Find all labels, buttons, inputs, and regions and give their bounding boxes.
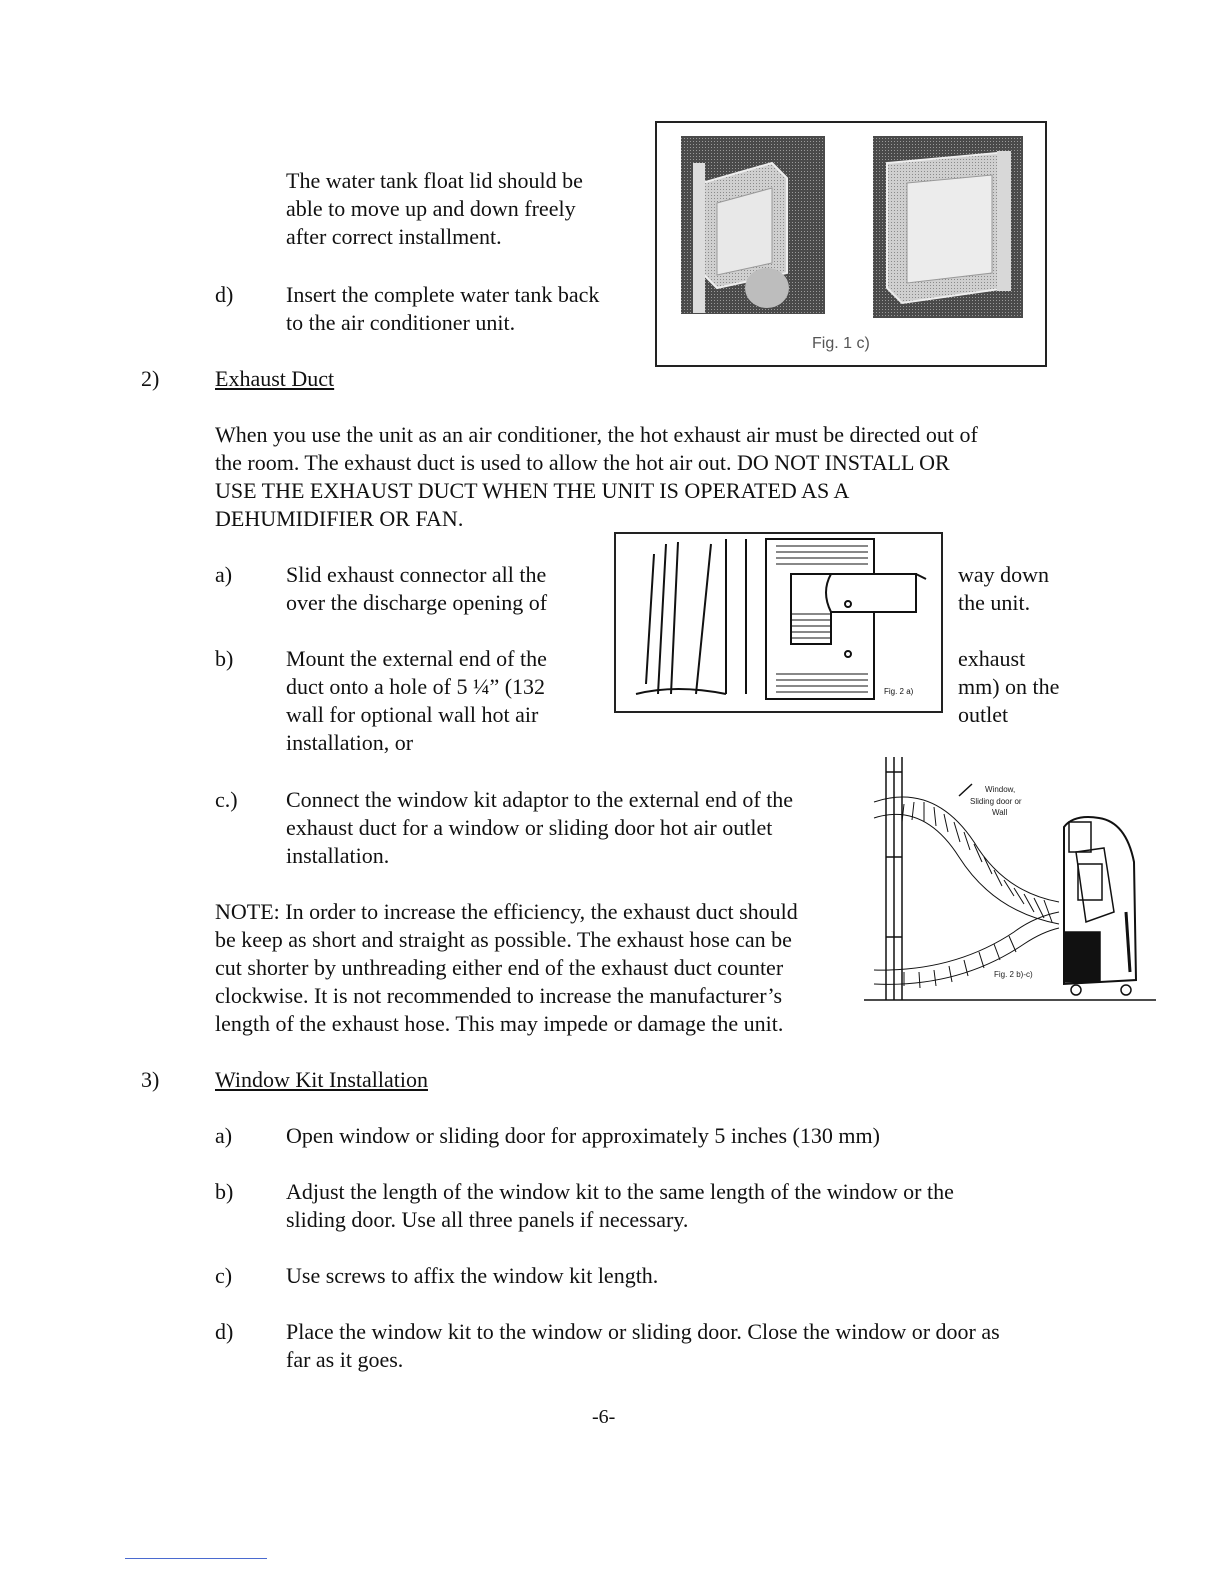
section-2-number: 2) [141, 366, 160, 391]
step-2c-line-2: exhaust duct for a window or sliding door hot air outlet [286, 815, 773, 840]
step-2b-right-3: outlet [958, 702, 1009, 727]
step-2b-left-2: duct onto a hole of 5 ¼” (132 [286, 674, 546, 699]
step-2b-left-1: Mount the external end of the [286, 646, 547, 671]
step-2b-left-4: installation, or [286, 730, 414, 755]
step-3a-line-1: Open window or sliding door for approximately 5 inches (130 mm) [286, 1123, 880, 1148]
step-3c-line-1: Use screws to affix the window kit length. [286, 1263, 659, 1288]
section-2-intro-4: DEHUMIDIFIER OR FAN. [215, 506, 464, 531]
step-2b-right-1: exhaust [958, 646, 1026, 671]
step-1d-line-2: to the air conditioner unit. [286, 310, 516, 335]
step-1d-marker: d) [215, 282, 234, 307]
figure-1c [655, 121, 1047, 367]
step-3b-marker: b) [215, 1179, 234, 1204]
step-3d-line-2: far as it goes. [286, 1347, 404, 1372]
note-line-2: be keep as short and straight as possible. The exhaust hose can be [215, 927, 792, 952]
step-3d-line-1: Place the window kit to the window or sliding door. Close the window or door as [286, 1319, 1000, 1344]
page-number: -6- [592, 1406, 616, 1428]
step-3c-marker: c) [215, 1263, 233, 1288]
section-3-heading: Window Kit Installation [215, 1067, 428, 1092]
fig-2bc-caption: Fig. 2 b)-c) [994, 970, 1033, 979]
fig-2bc-label-3: Wall [992, 808, 1008, 817]
step-3a-marker: a) [215, 1123, 233, 1148]
step-2b-left-3: wall for optional wall hot air [286, 702, 539, 727]
exhaust-connector-drawing [616, 534, 941, 711]
step-2a-left-1: Slid exhaust connector all the [286, 562, 547, 587]
fig-1c-caption: Fig. 1 c) [812, 335, 870, 352]
section-2-heading: Exhaust Duct [215, 366, 335, 391]
fig-2bc-label-2: Sliding door or [970, 797, 1022, 806]
figure-2a [614, 532, 943, 713]
float-note-line-3: after correct installment. [286, 224, 502, 249]
float-note-line-1: The water tank float lid should be [286, 168, 583, 193]
step-2c-line-3: installation. [286, 843, 390, 868]
water-tank-photos [657, 123, 1045, 365]
section-2-intro-2: the room. The exhaust duct is used to allow the hot air out. DO NOT INSTALL OR [215, 450, 950, 475]
step-1d-line-1: Insert the complete water tank back [286, 282, 600, 307]
section-2-intro-1: When you use the unit as an air conditioner, the hot exhaust air must be directed out of [215, 422, 978, 447]
window-duct-installation-drawing [864, 752, 1156, 1004]
float-note-line-2: able to move up and down freely [286, 196, 576, 221]
section-3-number: 3) [141, 1067, 160, 1092]
step-2c-marker: c.) [215, 787, 238, 812]
note-line-4: clockwise. It is not recommended to increase the manufacturer’s [215, 983, 783, 1008]
note-line-1: NOTE: In order to increase the efficiency, the exhaust duct should [215, 899, 798, 924]
section-2-intro-3: USE THE EXHAUST DUCT WHEN THE UNIT IS OPERATED AS A [215, 478, 850, 503]
note-line-3: cut shorter by unthreading either end of the exhaust duct counter [215, 955, 784, 980]
fig-2a-caption: Fig. 2 a) [884, 687, 914, 696]
step-2a-right-1: way down [958, 562, 1050, 587]
step-3d-marker: d) [215, 1319, 234, 1344]
step-2b-right-2: mm) on the [958, 674, 1060, 699]
step-3b-line-2: sliding door. Use all three panels if necessary. [286, 1207, 689, 1232]
step-2a-right-2: the unit. [958, 590, 1031, 615]
step-3b-line-1: Adjust the length of the window kit to the same length of the window or the [286, 1179, 954, 1204]
footnote-separator [125, 1558, 267, 1559]
step-2a-left-2: over the discharge opening of [286, 590, 548, 615]
fig-2bc-label-1: Window, [985, 785, 1016, 794]
step-2c-line-1: Connect the window kit adaptor to the external end of the [286, 787, 794, 812]
step-2b-marker: b) [215, 646, 234, 671]
note-line-5: length of the exhaust hose. This may impede or damage the unit. [215, 1011, 784, 1036]
step-2a-marker: a) [215, 562, 233, 587]
figure-2bc [864, 752, 1156, 1004]
